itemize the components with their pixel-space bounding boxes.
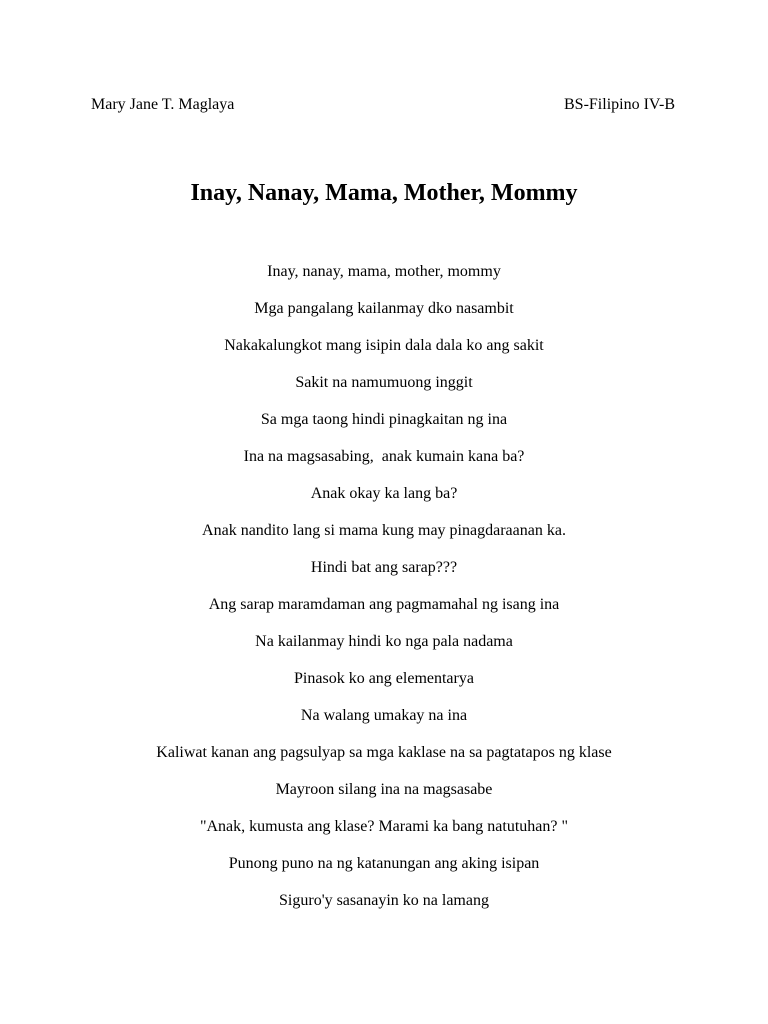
poem-line: Nakakalungkot mang isipin dala dala ko ang sakit [224,337,544,354]
poem-title: Inay, Nanay, Mama, Mother, Mommy [190,180,578,206]
poem-line: Sa mga taong hindi pinagkaitan ng ina [260,411,508,428]
poem-line: Kaliwat kanan ang pagsulyap sa mga kaklase na sa pagtatapos ng klase [156,744,612,761]
poem-line: Na kailanmay hindi ko nga pala nadama [255,633,513,650]
poem-line: Anak nandito lang si mama kung may pinagdaraanan ka. [202,522,566,539]
poem-line: Ina na magsasabing, anak kumain kana ba? [243,448,525,465]
poem-line: Punong puno na ng katanungan ang aking isipan [228,855,540,872]
course-section: BS-Filipino IV-B [564,96,675,113]
poem-line: Mga pangalang kailanmay dko nasambit [254,300,514,317]
poem-line: Inay, nanay, mama, mother, mommy [267,263,501,280]
poem-body [0,262,768,928]
poem-line: Hindi bat ang sarap??? [310,559,458,576]
poem-line: Na walang umakay na ina [300,707,468,724]
poem-line: Anak okay ka lang ba? [310,485,458,502]
poem-line: Sakit na namumuong inggit [295,374,473,391]
author-name: Mary Jane T. Maglaya [91,96,235,113]
poem-line: Siguro'y sasanayin ko na lamang [279,892,489,909]
poem-line: Mayroon silang ina na magsasabe [275,781,493,798]
poem-line: "Anak, kumusta ang klase? Marami ka bang natutuhan? " [199,818,569,835]
poem-line: Pinasok ko ang elementarya [294,670,474,687]
poem-line: Ang sarap maramdaman ang pagmamahal ng isang ina [208,596,560,613]
